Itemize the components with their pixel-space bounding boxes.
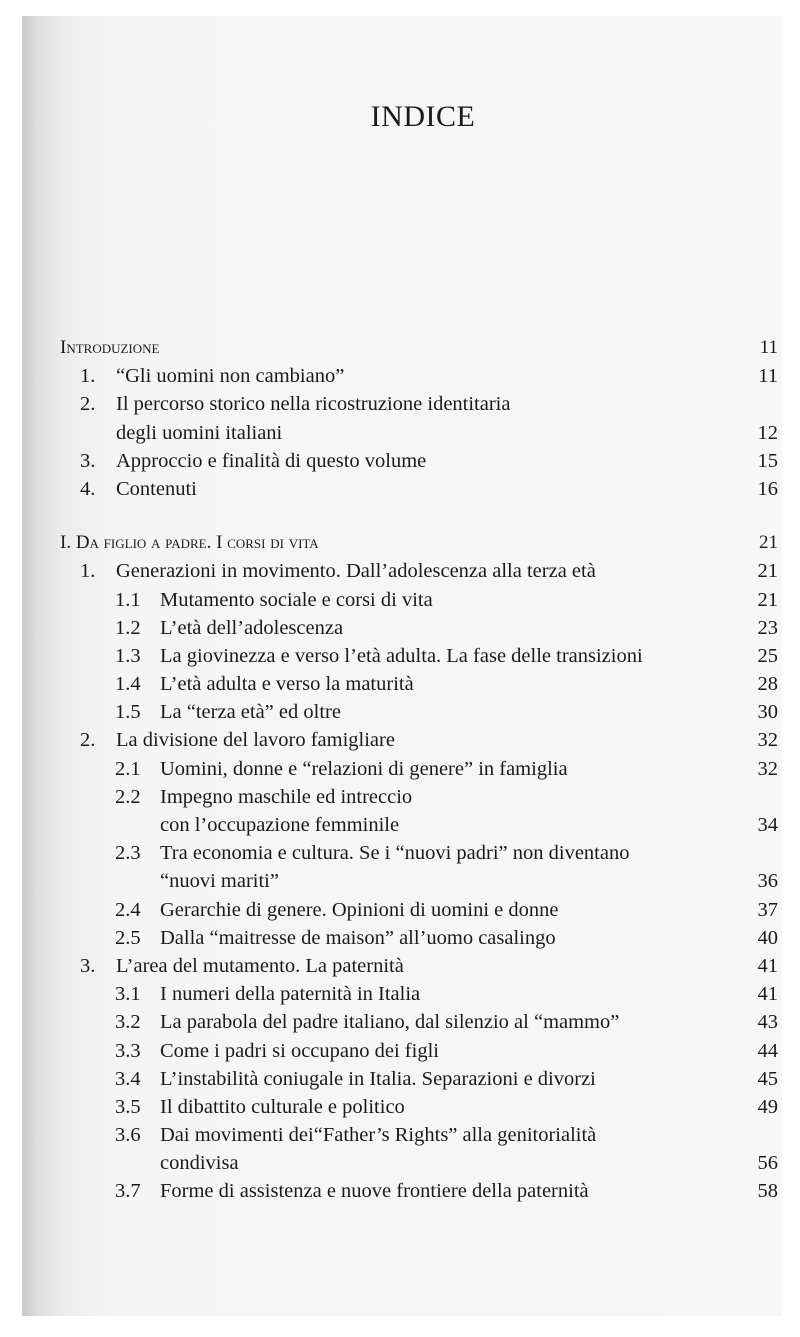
toc-entry [60, 1008, 780, 1036]
toc-entry-title: Il dibattito culturale e politico [160, 1095, 405, 1118]
toc-entry-title: L’età adulta e verso la maturità [160, 673, 414, 696]
toc-entry-title: Introduzione [60, 337, 160, 358]
toc-entry [60, 475, 780, 503]
toc-page-number: 37 [757, 898, 778, 921]
toc-entry-title: I numeri della paternità in Italia [160, 983, 421, 1006]
toc-entry [60, 614, 780, 642]
toc-entry-title: Approccio e finalità di questo volume [116, 449, 427, 472]
toc-entry-title: Mutamento sociale e corsi di vita [160, 588, 433, 611]
toc-entry [60, 726, 780, 754]
toc-entry [60, 642, 780, 670]
toc-entry-number: 1. [80, 560, 96, 583]
toc-entry-number: 3.4 [115, 1067, 141, 1090]
toc-entry-title: L’età dell’adolescenza [160, 616, 344, 639]
toc-entry-title: Uomini, donne e “relazioni di genere” in famiglia [160, 757, 568, 780]
toc-page-number: 49 [757, 1095, 778, 1118]
toc-entry-number: 1.4 [115, 673, 141, 696]
toc-page-number: 43 [757, 1011, 778, 1034]
toc-entry [60, 1121, 780, 1149]
toc-page-number: 32 [757, 757, 778, 780]
toc-entry-number: 3. [80, 954, 96, 977]
toc-entry [60, 447, 780, 475]
page-title: INDICE [370, 100, 476, 133]
toc-page-number: 11 [758, 365, 778, 388]
toc-entry-title: Dalla “maitresse de maison” all’uomo casalingo [160, 926, 556, 949]
toc-page-number: 21 [757, 588, 778, 611]
toc-entry-title: La giovinezza e verso l’età adulta. La fase delle transizioni [160, 644, 643, 667]
toc-entry-number: 3.1 [115, 983, 141, 1006]
toc-entry [60, 783, 780, 811]
toc-entry-number: 1.1 [115, 588, 141, 611]
toc-page-number: 21 [759, 532, 778, 554]
toc-page-number: 12 [757, 421, 778, 444]
toc-entry [60, 1037, 780, 1065]
toc-entry-title: Generazioni in movimento. Dall’adolescenza alla terza età [116, 560, 596, 583]
toc-page-number: 25 [757, 644, 778, 667]
toc-page-number: 30 [757, 701, 778, 724]
table-of-contents [60, 334, 780, 1206]
toc-page-number: 28 [757, 673, 778, 696]
toc-entry [60, 698, 780, 726]
toc-entry-number: 2.3 [115, 842, 141, 865]
toc-entry-number: 3.6 [115, 1124, 141, 1147]
toc-spacer [60, 503, 780, 529]
toc-entry-number: 2.1 [115, 757, 141, 780]
toc-entry-number: 3. [80, 449, 96, 472]
toc-entry [60, 419, 780, 447]
toc-entry-number: 1.5 [115, 701, 141, 724]
toc-entry-number: 2.2 [115, 785, 141, 808]
toc-entry [60, 811, 780, 839]
toc-entry-title: Dai movimenti dei“Father’s Rights” alla genitorialità [160, 1124, 597, 1147]
toc-page-number: 58 [757, 1180, 778, 1203]
toc-entry-number: 3.5 [115, 1095, 141, 1118]
toc-entry-title: L’instabilità coniugale in Italia. Separazioni e divorzi [160, 1067, 596, 1090]
toc-page-number: 40 [757, 926, 778, 949]
toc-entry-title: L’area del mutamento. La paternità [116, 954, 404, 977]
toc-entry-title: “Gli uomini non cambiano” [116, 365, 345, 388]
toc-entry-title: La “terza età” ed oltre [160, 701, 341, 724]
toc-entry [60, 839, 780, 867]
toc-entry-title: I. Da figlio a padre. I corsi di vita [60, 532, 319, 554]
toc-entry [60, 924, 780, 952]
toc-entry-number: 2.5 [115, 926, 141, 949]
toc-entry [60, 755, 780, 783]
toc-entry-title: condivisa [160, 1152, 239, 1175]
toc-entry-title: Tra economia e cultura. Se i “nuovi padri” non diventano [160, 842, 630, 865]
toc-entry-title: Impegno maschile ed intreccio [160, 785, 413, 808]
toc-page-number: 34 [757, 814, 778, 836]
toc-entry-number: 3.7 [115, 1180, 141, 1203]
toc-entry-title: Gerarchie di genere. Opinioni di uomini e donne [160, 898, 559, 921]
toc-entry-number: 1. [80, 365, 96, 388]
toc-entry [60, 1065, 780, 1093]
toc-page-number: 11 [759, 337, 778, 358]
toc-entry-number: 2. [80, 729, 96, 752]
toc-entry-title: con l’occupazione femminile [160, 814, 400, 836]
toc-entry [60, 896, 780, 924]
toc-entry [60, 390, 780, 418]
toc-entry-title: degli uomini italiani [116, 421, 283, 444]
toc-entry-number: 1.2 [115, 616, 141, 639]
toc-page-number: 41 [757, 954, 778, 977]
toc-entry-title: La divisione del lavoro famigliare [116, 729, 395, 752]
toc-page-number: 45 [757, 1067, 778, 1090]
toc-entry [60, 1149, 780, 1177]
toc-entry-number: 1.3 [115, 644, 141, 667]
toc-page-number: 56 [757, 1152, 778, 1175]
toc-entry-title: Contenuti [116, 477, 197, 500]
toc-entry-title: La parabola del padre italiano, dal silenzio al “mammo” [160, 1011, 620, 1034]
toc-entry-title: Come i padri si occupano dei figli [160, 1039, 439, 1062]
toc-page-number: 21 [757, 560, 778, 583]
toc-entry-title: Il percorso storico nella ricostruzione identitaria [116, 393, 511, 416]
toc-entry-number: 4. [80, 477, 96, 500]
toc-page-number: 41 [757, 983, 778, 1006]
toc-entry-number: 3.2 [115, 1011, 141, 1034]
toc-page-number: 44 [757, 1039, 778, 1062]
toc-entry [60, 1177, 780, 1205]
toc-entry [60, 557, 780, 585]
toc-entry-number: 2.4 [115, 898, 141, 921]
toc-section-heading [60, 529, 780, 557]
toc-entry-title: Forme di assistenza e nuove frontiere della paternità [160, 1180, 589, 1203]
toc-entry-number: 3.3 [115, 1039, 141, 1062]
toc-entry [60, 362, 780, 390]
toc-entry [60, 952, 780, 980]
toc-page-number: 32 [757, 729, 778, 752]
toc-entry-number: 2. [80, 393, 96, 416]
toc-entry [60, 586, 780, 614]
toc-page-number: 16 [757, 477, 778, 500]
toc-entry-title: “nuovi mariti” [160, 870, 279, 893]
toc-entry [60, 980, 780, 1008]
toc-section-heading [60, 334, 780, 362]
toc-page-number: 15 [757, 449, 778, 472]
toc-entry [60, 867, 780, 895]
toc-entry [60, 670, 780, 698]
toc-entry [60, 1093, 780, 1121]
toc-page-number: 23 [757, 616, 778, 639]
toc-page-number: 36 [757, 870, 778, 893]
